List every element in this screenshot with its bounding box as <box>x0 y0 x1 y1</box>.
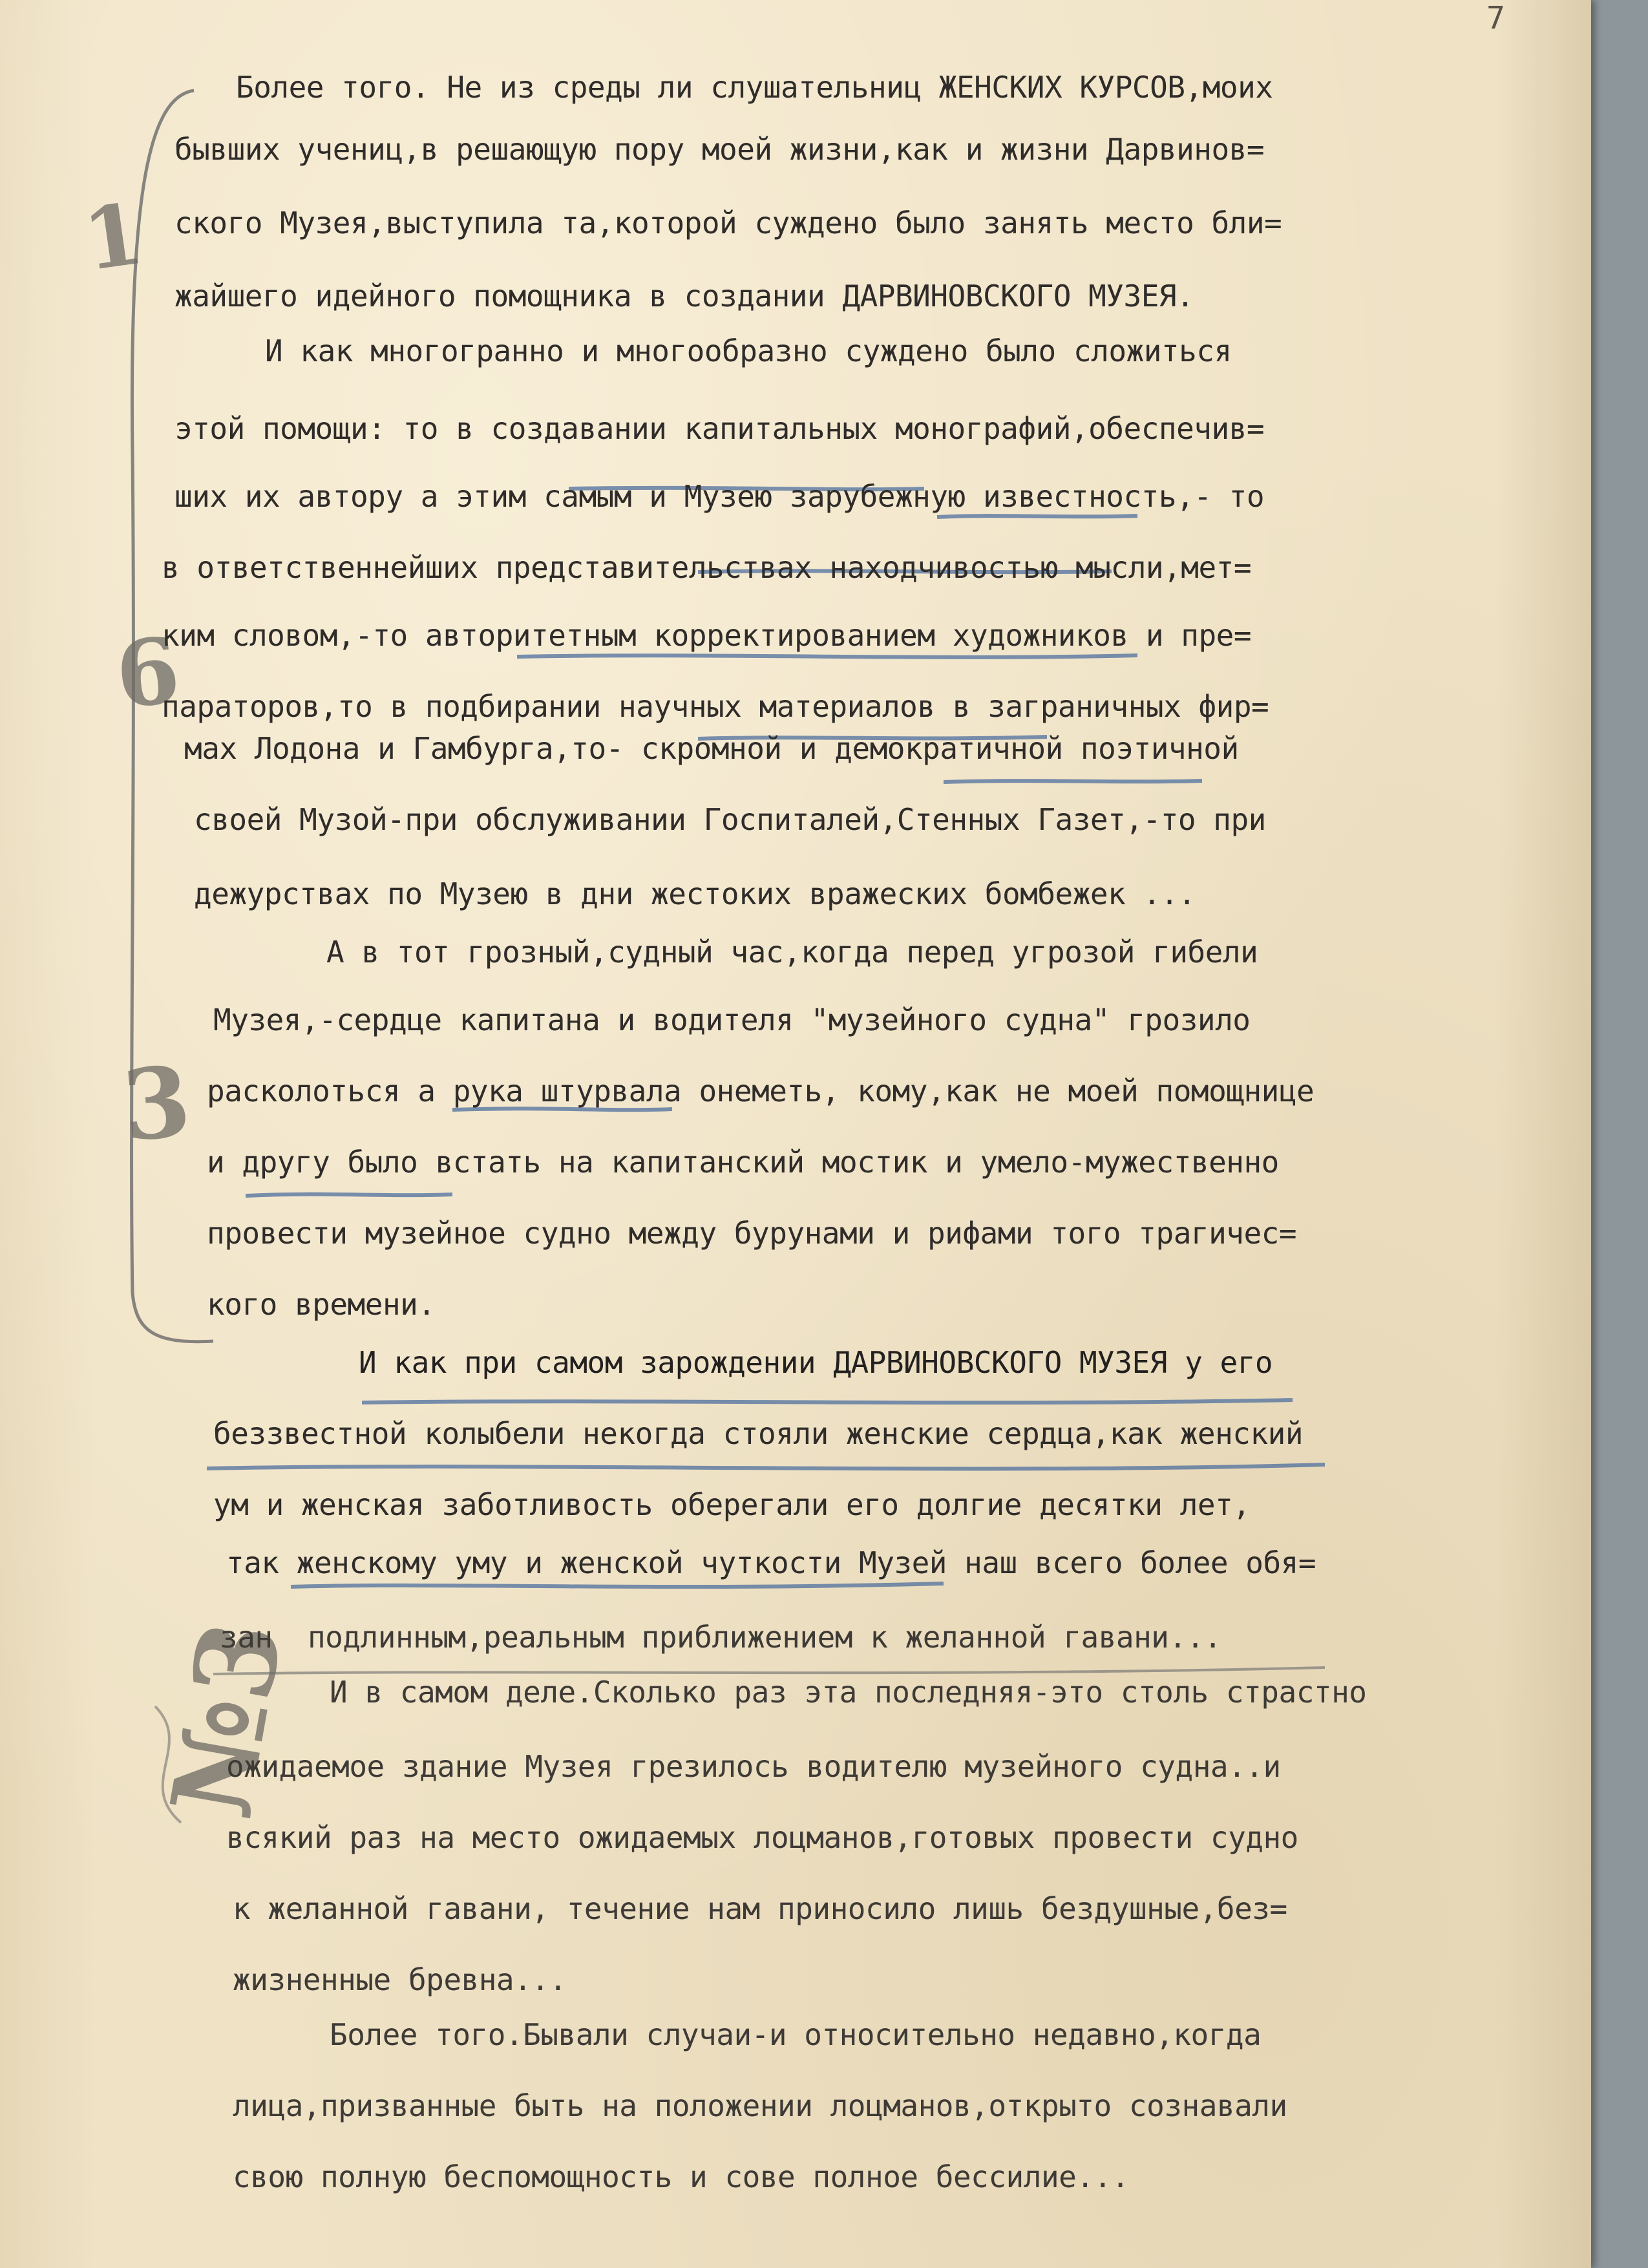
text-line: зан подлинным,реальным приближением к желанной гавани... <box>220 1620 1222 1655</box>
text-line: и другу было встать на капитанский мостик и умело-мужественно <box>207 1145 1279 1180</box>
text-line: жайшего идейного помощника в создании ДАРВИНОВСКОГО МУЗЕЯ. <box>174 279 1194 313</box>
text-line: ожидаемое здание Музея грезилось водителю музейного судна..и <box>226 1749 1281 1784</box>
text-line: жизненные бревна... <box>233 1962 567 1997</box>
text-line: бывших учениц,в решающую пору моей жизни,как и жизни Дарвинов= <box>174 132 1265 167</box>
margin-mark-1: 1 <box>77 184 149 290</box>
text-line: расколоться а рука штурвала онеметь, кому,как не моей помощнице <box>207 1074 1315 1108</box>
margin-mark-number-3: №3 <box>146 1611 308 1827</box>
text-line: беззвестной колыбели некогда стояли женские сердца,как женский <box>213 1416 1304 1451</box>
text-line: провести музейное судно между бурунами и рифами того трагичес= <box>207 1216 1297 1251</box>
text-line: ум и женская заботливость оберегали его долгие десятки лет, <box>213 1487 1251 1522</box>
text-line: И в самом деле.Сколько раз эта последняя-это столь страстно <box>330 1675 1367 1710</box>
text-line: ким словом,-то авторитетным корректированием художников и пре= <box>162 618 1252 653</box>
text-line: так женскому уму и женской чуткости Музей наш всего более обя= <box>226 1545 1316 1580</box>
text-line: А в тот грозный,судный час,когда перед угрозой гибели <box>326 935 1258 970</box>
text-line: лица,призванные быть на положении лоцманов,открыто сознавали <box>233 2088 1287 2123</box>
text-line: дежурствах по Музею в дни жестоких вражеских бомбежек ... <box>194 876 1196 911</box>
text-line: Музея,-сердце капитана и водителя "музейного судна" грозило <box>213 1002 1251 1037</box>
text-line: всякий раз на место ожидаемых лоцманов,готовых провести судно <box>226 1820 1298 1855</box>
page-number: 7 <box>1486 0 1505 36</box>
text-line: кого времени. <box>207 1287 436 1322</box>
text-line: И как многогранно и многообразно суждено было сложиться <box>265 334 1232 368</box>
text-line: Более того. Не из среды ли слушательниц ЖЕНСКИХ КУРСОВ,моих <box>236 70 1273 105</box>
text-line: И как при самом зарождении ДАРВИНОВСКОГО МУЗЕЯ у его <box>359 1345 1273 1380</box>
text-line: к желанной гавани, течение нам приносило лишь бездушные,без= <box>233 1891 1287 1926</box>
text-line: ших их автору а этим самым и Музею зарубежную известность,- то <box>174 479 1265 514</box>
text-line: Более того.Бывали случаи-и относительно недавно,когда <box>330 2017 1262 2052</box>
text-line: свою полную беспомощность и сове полное бессилие... <box>233 2159 1129 2194</box>
text-line: этой помощи: то в создавании капитальных монографий,обеспечив= <box>174 411 1265 446</box>
text-line: в ответственнейших представительствах находчивостью мысли,мет= <box>162 550 1252 585</box>
text-line: ского Музея,выступила та,которой суждено было занять место бли= <box>174 206 1282 240</box>
margin-mark-6: 6 <box>111 617 185 730</box>
margin-mark-3: 3 <box>118 1044 195 1164</box>
text-line: своей Музой-при обслуживании Госпиталей,Стенных Газет,-то при <box>194 802 1266 837</box>
text-line: параторов,то в подбирании научных материалов в заграничных фир= <box>162 689 1269 724</box>
text-line: мах Лодона и Гамбурга,то- скромной и демократичной поэтичной <box>184 731 1239 766</box>
